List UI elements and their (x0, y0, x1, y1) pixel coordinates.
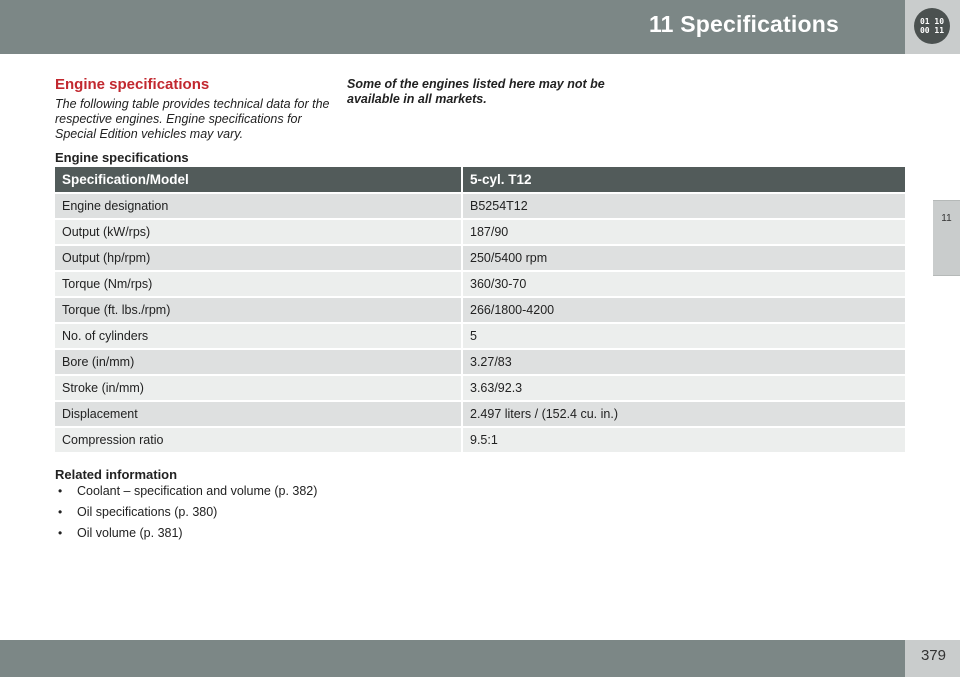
chapter-icon-box (905, 0, 960, 54)
icon-digits-bottom: 00 11 (919, 26, 945, 35)
table-row (55, 245, 905, 271)
spec-value: 250/5400 rpm (462, 245, 905, 271)
spec-label: Compression ratio (55, 427, 462, 452)
table-row (55, 297, 905, 323)
spec-label: Bore (in/mm) (55, 349, 462, 375)
table-header-row (55, 167, 905, 193)
column-header: Specification/Model (55, 167, 462, 193)
related-link-oil-volume[interactable] (55, 526, 355, 540)
table-row (55, 193, 905, 219)
related-link-oil-specifications[interactable] (55, 505, 355, 519)
related-info-list (55, 484, 355, 547)
spec-value: 3.27/83 (462, 349, 905, 375)
icon-digits-top: 01 10 (919, 17, 945, 26)
spec-label: No. of cylinders (55, 323, 462, 349)
spec-value: 360/30-70 (462, 271, 905, 297)
spec-value: 2.497 liters / (152.4 cu. in.) (462, 401, 905, 427)
table-caption: Engine specifications (55, 150, 189, 165)
spec-value: 266/1800-4200 (462, 297, 905, 323)
section-title: Engine specifications (55, 76, 210, 93)
side-strip (933, 54, 960, 640)
spec-label: Torque (Nm/rps) (55, 271, 462, 297)
table-row (55, 323, 905, 349)
spec-value: 187/90 (462, 219, 905, 245)
binary-digits-icon (914, 8, 950, 44)
related-link-text: Oil volume (p. 381) (77, 526, 183, 540)
engine-spec-table (55, 167, 905, 452)
column-header: 5-cyl. T12 (462, 167, 905, 193)
related-link-coolant[interactable] (55, 484, 355, 498)
spec-label: Output (kW/rps) (55, 219, 462, 245)
page-number: 379 (920, 647, 946, 664)
availability-note: Some of the engines listed here may not be available in all markets. (347, 77, 605, 106)
table-row (55, 349, 905, 375)
spec-value: B5254T12 (462, 193, 905, 219)
spec-value: 9.5:1 (462, 427, 905, 452)
spec-value: 5 (462, 323, 905, 349)
related-link-text: Coolant – specification and volume (p. 382) (77, 484, 318, 498)
spec-label: Engine designation (55, 193, 462, 219)
spec-label: Output (hp/rpm) (55, 245, 462, 271)
bullet-icon: • (58, 526, 63, 540)
table-row (55, 427, 905, 452)
related-link-text: Oil specifications (p. 380) (77, 505, 218, 519)
intro-text: The following table provides technical data for the respective engines. Engine specifications for Special Edition vehicles may vary. (55, 97, 330, 141)
table-row (55, 375, 905, 401)
bullet-icon: • (58, 484, 63, 498)
page-header (0, 0, 905, 54)
bullet-icon: • (58, 505, 63, 519)
spec-label: Displacement (55, 401, 462, 427)
spec-label: Stroke (in/mm) (55, 375, 462, 401)
chapter-title: 11 Specifications (648, 11, 839, 37)
page-number-box (905, 640, 960, 677)
related-info-heading: Related information (55, 467, 178, 482)
spec-value: 3.63/92.3 (462, 375, 905, 401)
chapter-tab[interactable] (933, 200, 960, 276)
table-row (55, 401, 905, 427)
chapter-tab-label: 11 (941, 213, 952, 224)
table-row (55, 271, 905, 297)
page-footer (0, 640, 905, 677)
table-row (55, 219, 905, 245)
spec-label: Torque (ft. lbs./rpm) (55, 297, 462, 323)
